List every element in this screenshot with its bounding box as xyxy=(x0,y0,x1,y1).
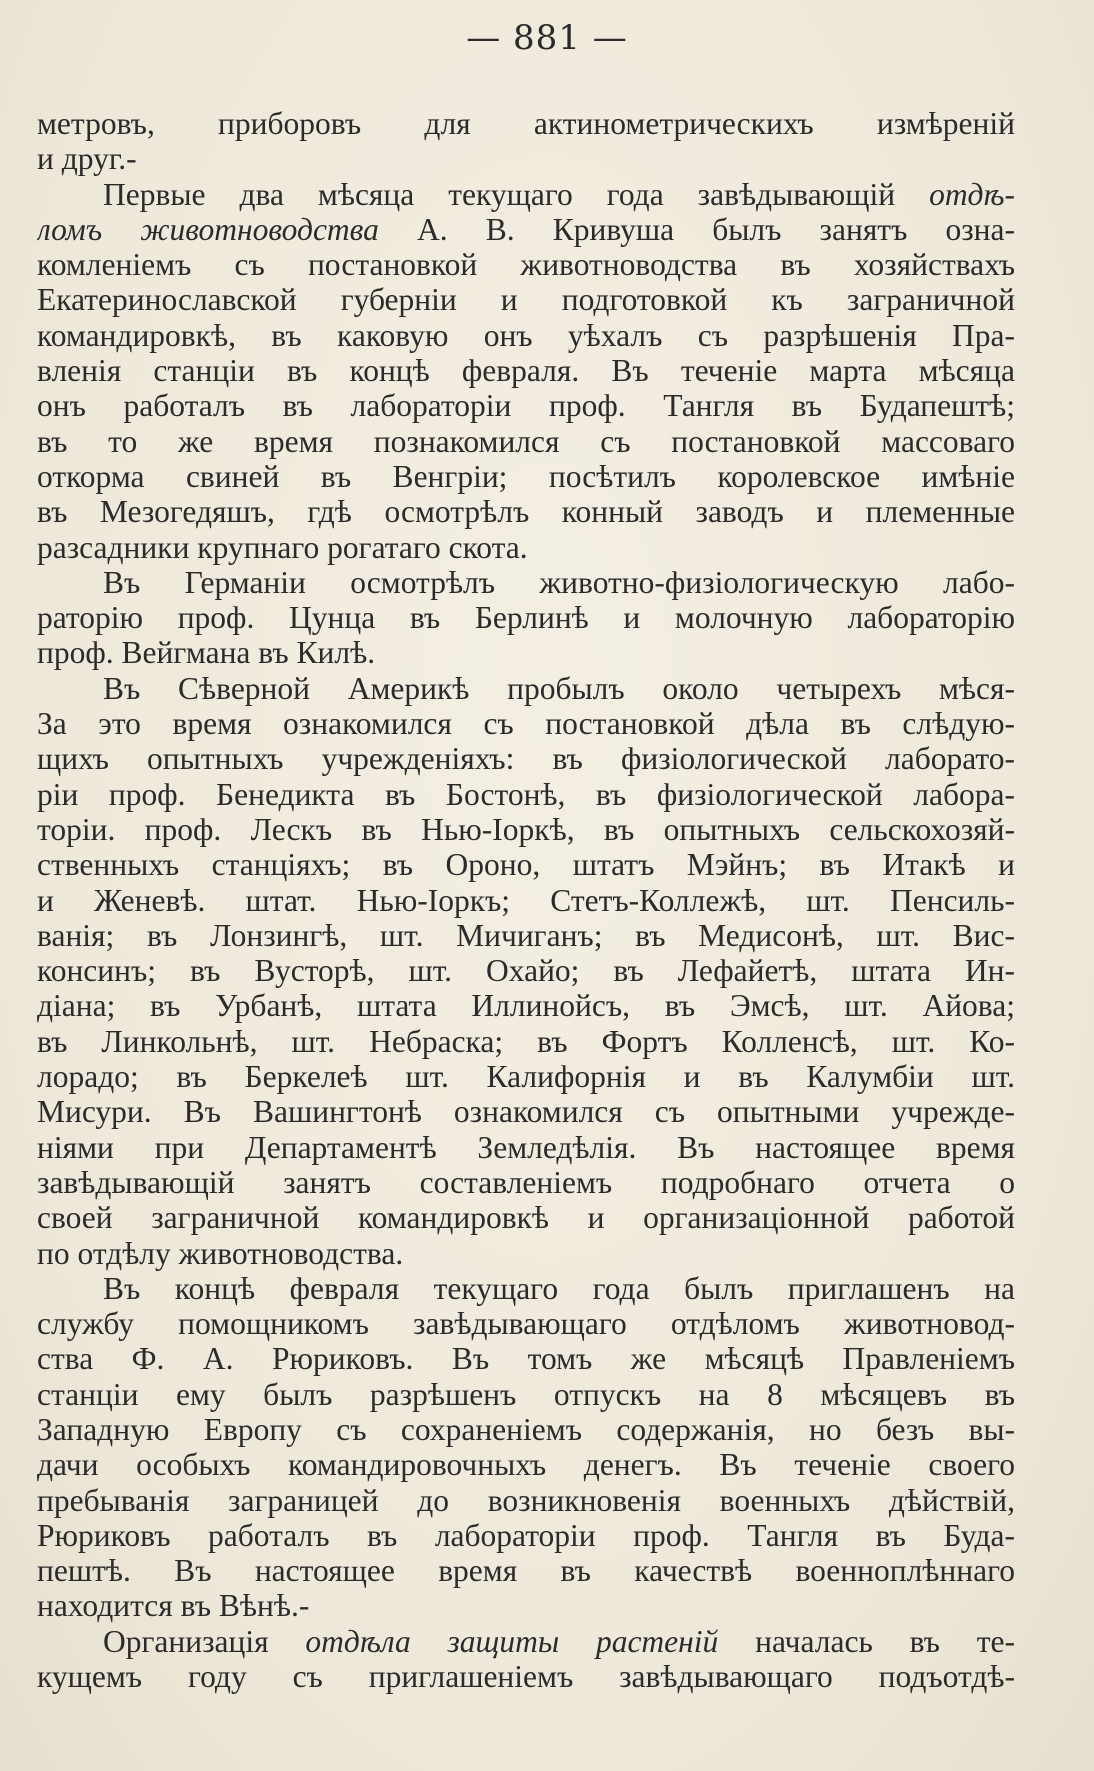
text-line: по отдѣлу животноводства. xyxy=(37,1235,404,1271)
text-line: Мисури. Въ Вашингтонѣ ознакомился съ опытными учрежде- xyxy=(37,1094,1015,1130)
text-line: раторію проф. Цунца въ Берлинѣ и молочную лабораторію xyxy=(37,600,1015,636)
text-line: и друг.- xyxy=(37,141,137,177)
text-line: Въ Германіи осмотрѣлъ животно-физіологическую лабо- xyxy=(103,564,1015,600)
text-line: вленія станціи въ концѣ февраля. Въ теченіе марта мѣсяца xyxy=(37,353,1015,389)
text-line: командировкѣ, въ каковую онъ уѣхалъ съ разрѣшенія Пра- xyxy=(37,317,1015,353)
text-line: Въ Сѣверной Америкѣ пробылъ около четырехъ мѣся- xyxy=(103,670,1015,706)
text-line: щихъ опытныхъ учрежденіяхъ: въ физіологической лаборато- xyxy=(37,741,1015,777)
text-line: ріи проф. Бенедикта въ Бостонѣ, въ физіологической лабора- xyxy=(37,776,1015,812)
text-line: станціи ему былъ разрѣшенъ отпускъ на 8 мѣсяцевъ въ xyxy=(37,1376,1015,1412)
text-line: діана; въ Урбанѣ, штата Иллинойсъ, въ Эмсѣ, шт. Айова; xyxy=(37,988,1015,1024)
text-line: Западную Европу съ сохраненіемъ содержанія, но безъ вы- xyxy=(37,1411,1015,1447)
text-line: ственныхъ станціяхъ; въ Ороно, штатъ Мэйнъ; въ Итакѣ и xyxy=(37,847,1015,883)
text-line: своей заграничной командировкѣ и организаціонной работой xyxy=(37,1200,1015,1236)
text-line: дачи особыхъ командировочныхъ денегъ. Въ теченіе своего xyxy=(37,1447,1015,1483)
text-line: лорадо; въ Беркелеѣ шт. Калифорнія и въ Калумбіи шт. xyxy=(37,1059,1015,1095)
text-line: находится въ Вѣнѣ.- xyxy=(37,1588,310,1624)
text-line: пребыванія заграницей до возникновенія военныхъ дѣйствій, xyxy=(37,1482,1015,1518)
text-line: разсадники крупнаго рогатаго скота. xyxy=(37,529,528,565)
body-text xyxy=(37,106,1015,1694)
text-line: ломъ животноводства А. В. Кривуша былъ занятъ озна- xyxy=(37,211,1015,247)
text-line: въ Линкольнѣ, шт. Небраска; въ Фортъ Колленсѣ, шт. Ко- xyxy=(37,1023,1015,1059)
text-line: пештѣ. Въ настоящее время въ качествѣ военноплѣннаго xyxy=(37,1553,1015,1589)
text-line: онъ работалъ въ лабораторіи проф. Тангля въ Будапештѣ; xyxy=(37,388,1015,424)
text-line: Въ концѣ февраля текущаго года былъ приглашенъ на xyxy=(103,1270,1015,1306)
text-line: и Женевѣ. штат. Нью-Іоркъ; Стетъ-Коллежѣ, шт. Пенсиль- xyxy=(37,882,1015,918)
text-line: Организація отдѣла защиты растеній началась въ те- xyxy=(103,1623,1015,1659)
page-number: — 881 — xyxy=(466,18,628,58)
text-line: Рюриковъ работалъ въ лабораторіи проф. Тангля въ Буда- xyxy=(37,1517,1015,1553)
text-line: ванія; въ Лонзингѣ, шт. Мичиганъ; въ Медисонѣ, шт. Вис- xyxy=(37,917,1015,953)
text-line: ніями при Департаментѣ Земледѣлія. Въ настоящее время xyxy=(37,1129,1015,1165)
text-line: За это время ознакомился съ постановкой дѣла въ слѣдую- xyxy=(37,706,1015,742)
text-line: въ Мезогедяшъ, гдѣ осмотрѣлъ конный заводъ и племенные xyxy=(37,494,1015,530)
text-line: въ то же время познакомился съ постановкой массоваго xyxy=(37,423,1015,459)
text-line: консинъ; въ Вусторѣ, шт. Охайо; въ Лефайетѣ, штата Ин- xyxy=(37,953,1015,989)
text-line: Екатеринославской губерніи и подготовкой къ заграничной xyxy=(37,282,1015,318)
text-line: Первые два мѣсяца текущаго года завѣдывающій отдѣ- xyxy=(103,176,1015,212)
text-line: метровъ, приборовъ для актинометрическихъ измѣреній xyxy=(37,106,1015,141)
text-line: откорма свиней въ Венгріи; посѣтилъ королевское имѣніе xyxy=(37,458,1015,494)
text-line: ства Ф. А. Рюриковъ. Въ томъ же мѣсяцѣ Правленіемъ xyxy=(37,1341,1015,1377)
text-line: комленіемъ съ постановкой животноводства въ хозяйствахъ xyxy=(37,247,1015,283)
text-line: проф. Вейгмана въ Килѣ. xyxy=(37,635,376,671)
text-line: кущемъ году съ приглашеніемъ завѣдывающаго подъотдѣ- xyxy=(37,1659,1015,1695)
text-line: службу помощникомъ завѣдывающаго отдѣломъ животновод- xyxy=(37,1306,1015,1342)
text-line: торіи. проф. Лескъ въ Нью-Іоркѣ, въ опытныхъ сельскохозяй- xyxy=(37,811,1015,847)
text-line: завѣдывающій занятъ составленіемъ подробнаго отчета о xyxy=(37,1164,1015,1200)
